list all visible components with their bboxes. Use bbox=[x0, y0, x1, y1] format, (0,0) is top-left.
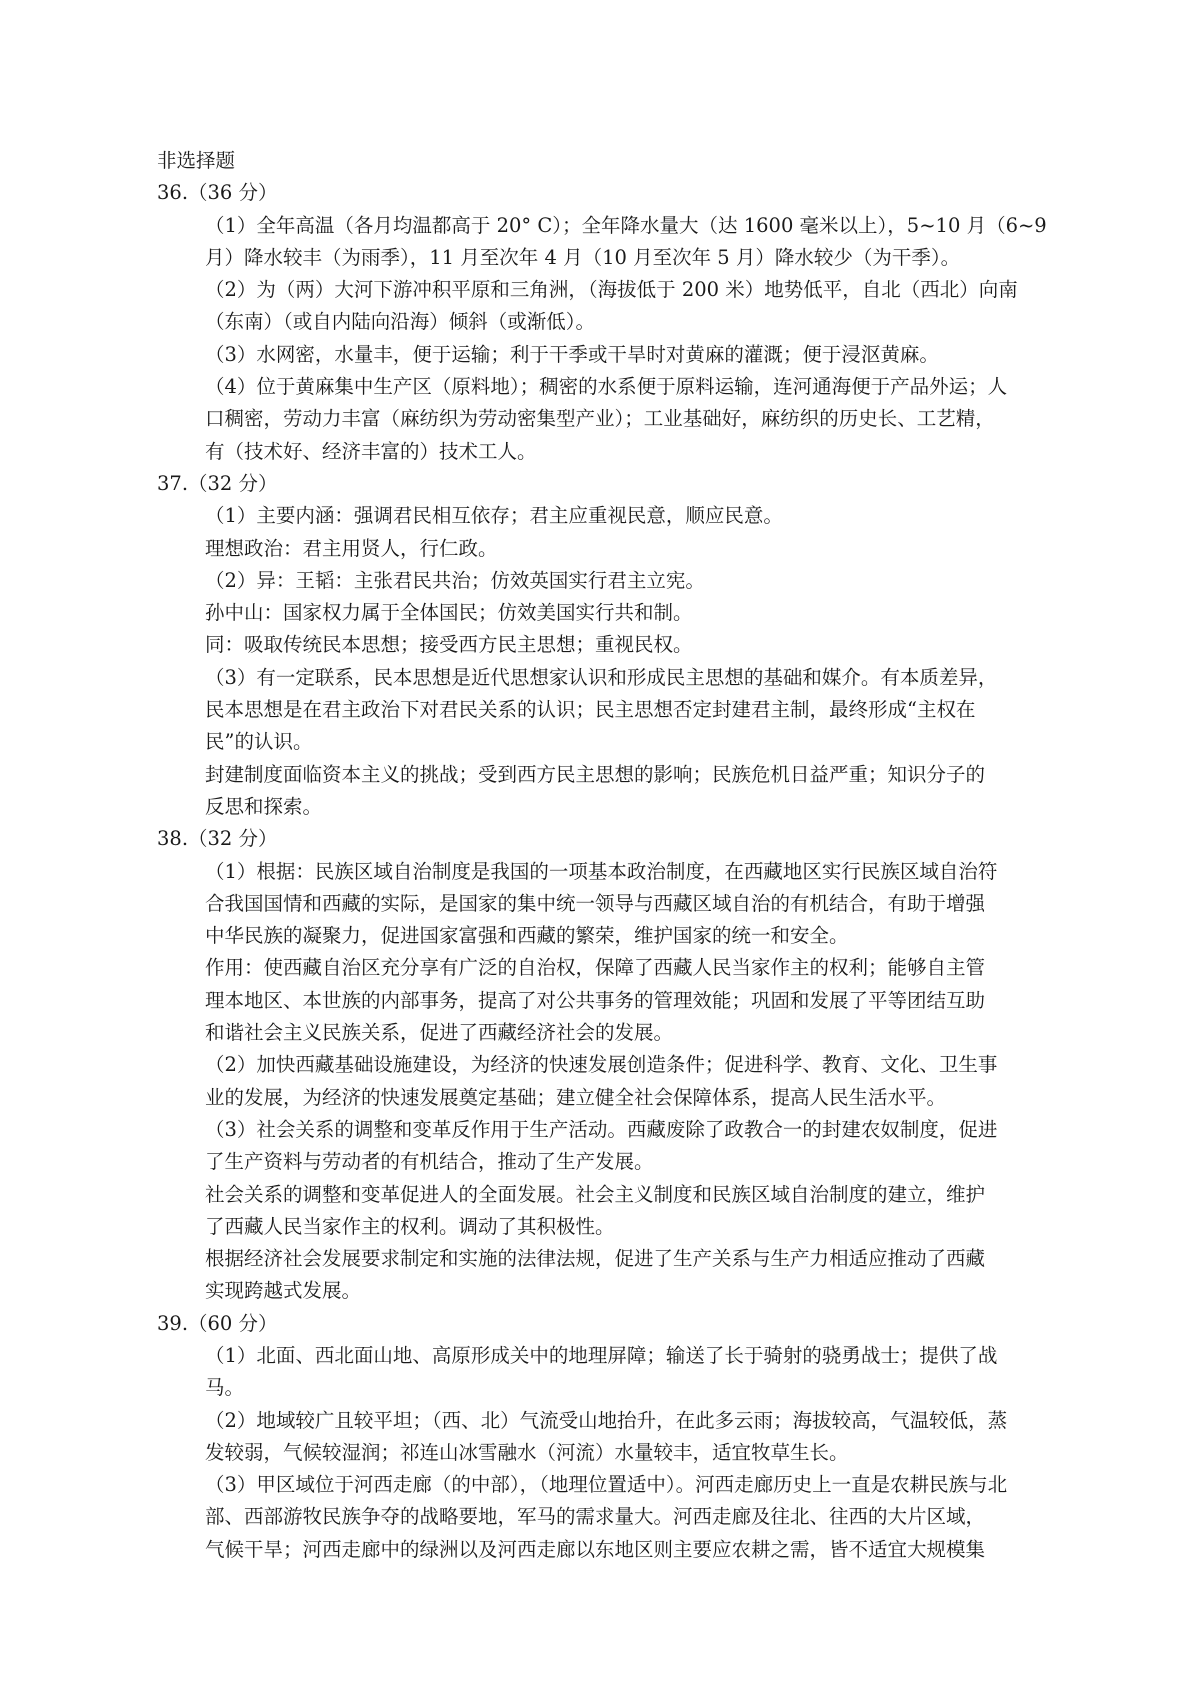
question-38-answer bbox=[157, 856, 1057, 1308]
answer-line: 理本地区、本世族的内部事务，提高了对公共事务的管理效能；巩固和发展了平等团结互助 bbox=[205, 988, 986, 1012]
answer-line: 和谐社会主义民族关系，促进了西藏经济社会的发展。 bbox=[205, 1021, 674, 1045]
answer-line: 气候干旱；河西走廊中的绿洲以及河西走廊以东地区则主要应农耕之需，皆不适宜大规模集 bbox=[205, 1537, 986, 1561]
answer-key-content bbox=[157, 145, 1057, 1566]
answer-line: 实现跨越式发展。 bbox=[205, 1279, 362, 1303]
answer-line: （1）全年高温（各月均温都高于 20° C）；全年降水量大（达 1600 毫米以上），5~10 月（6~9 bbox=[205, 213, 1047, 237]
answer-line: 理想政治：君主用贤人，行仁政。 bbox=[205, 536, 498, 560]
answer-line: （2）加快西藏基础设施建设，为经济的快速发展创造条件；促进科学、教育、文化、卫生事 bbox=[205, 1053, 998, 1077]
answer-line: 马。 bbox=[205, 1376, 245, 1400]
answer-line: 业的发展，为经济的快速发展奠定基础；建立健全社会保障体系，提高人民生活水平。 bbox=[205, 1085, 947, 1109]
answer-line: （3）甲区域位于河西走廊（的中部），（地理位置适中）。河西走廊历史上一直是农耕民族与北 bbox=[205, 1473, 1008, 1497]
answer-line: （东南）（或自内陆向沿海）倾斜（或渐低）。 bbox=[205, 310, 596, 334]
answer-line: 合我国国情和西藏的实际，是国家的集中统一领导与西藏区域自治的有机结合，有助于增强 bbox=[205, 891, 986, 915]
answer-line: 月）降水较丰（为雨季），11 月至次年 4 月（10 月至次年 5 月）降水较少（为干季）。 bbox=[205, 245, 961, 269]
answer-line: （1）主要内涵：强调君民相互依存；君主应重视民意，顺应民意。 bbox=[205, 504, 783, 528]
question-39-header: 39.（60 分） bbox=[157, 1311, 278, 1335]
answer-line: 了西藏人民当家作主的权利。调动了其积极性。 bbox=[205, 1214, 615, 1238]
answer-line: （2）为（两）大河下游冲积平原和三角洲，（海拔低于 200 米）地势低平，自北（西北）向南 bbox=[205, 278, 1018, 302]
question-36-answer bbox=[157, 210, 1057, 468]
answer-line: 反思和探索。 bbox=[205, 794, 323, 818]
question-36-header: 36.（36 分） bbox=[157, 181, 278, 205]
answer-line: 同：吸取传统民本思想；接受西方民主思想；重视民权。 bbox=[205, 633, 693, 657]
answer-line: （1）北面、西北面山地、高原形成关中的地理屏障；输送了长于骑射的骁勇战士；提供了战 bbox=[205, 1343, 998, 1367]
answer-line: （3）社会关系的调整和变革反作用于生产活动。西藏废除了政教合一的封建农奴制度，促进 bbox=[205, 1117, 998, 1141]
answer-line: 口稠密，劳动力丰富（麻纺织为劳动密集型产业）；工业基础好，麻纺织的历史长、工艺精， bbox=[205, 407, 995, 431]
answer-line: 发较弱，气候较湿润；祁连山冰雪融水（河流）水量较丰，适宜牧草生长。 bbox=[205, 1440, 849, 1464]
answer-line: 了生产资料与劳动者的有机结合，推动了生产发展。 bbox=[205, 1150, 654, 1174]
answer-line: 封建制度面临资本主义的挑战；受到西方民主思想的影响；民族危机日益严重；知识分子的 bbox=[205, 762, 986, 786]
question-37-header: 37.（32 分） bbox=[157, 471, 278, 495]
question-37-answer bbox=[157, 500, 1057, 823]
answer-line: （2）地域较广且较平坦；（西、北）气流受山地抬升，在此多云雨；海拔较高，气温较低，蒸 bbox=[205, 1408, 1008, 1432]
answer-line: 社会关系的调整和变革促进人的全面发展。社会主义制度和民族区域自治制度的建立，维护 bbox=[205, 1182, 986, 1206]
answer-line: （2）异：王韬：主张君民共治；仿效英国实行君主立宪。 bbox=[205, 568, 705, 592]
question-38-header: 38.（32 分） bbox=[157, 827, 278, 851]
question-39-answer bbox=[157, 1340, 1057, 1566]
answer-line: （1）根据：民族区域自治制度是我国的一项基本政治制度，在西藏地区实行民族区域自治符 bbox=[205, 859, 998, 883]
answer-line: 民本思想是在君主政治下对君民关系的认识；民主思想否定封建君主制，最终形成“主权在 bbox=[205, 698, 976, 722]
answer-line: 孙中山：国家权力属于全体国民；仿效美国实行共和制。 bbox=[205, 601, 693, 625]
answer-line: （3）水网密，水量丰，便于运输；利于干季或干旱时对黄麻的灌溉；便于浸沤黄麻。 bbox=[205, 342, 939, 366]
answer-line: 根据经济社会发展要求制定和实施的法律法规，促进了生产关系与生产力相适应推动了西藏 bbox=[205, 1247, 986, 1271]
answer-line: 中华民族的凝聚力，促进国家富强和西藏的繁荣，维护国家的统一和安全。 bbox=[205, 924, 849, 948]
section-title: 非选择题 bbox=[157, 149, 236, 172]
answer-line: 民”的认识。 bbox=[205, 730, 313, 754]
answer-line: 部、西部游牧民族争夺的战略要地，军马的需求量大。河西走廊及往北、往西的大片区域， bbox=[205, 1505, 986, 1529]
answer-line: 有（技术好、经济丰富的）技术工人。 bbox=[205, 439, 537, 463]
answer-line: （3）有一定联系，民本思想是近代思想家认识和形成民主思想的基础和媒介。有本质差异， bbox=[205, 665, 998, 689]
answer-line: （4）位于黄麻集中生产区（原料地）；稠密的水系便于原料运输，连河通海便于产品外运；人 bbox=[205, 375, 1008, 399]
answer-line: 作用：使西藏自治区充分享有广泛的自治权，保障了西藏人民当家作主的权利；能够自主管 bbox=[205, 956, 986, 980]
